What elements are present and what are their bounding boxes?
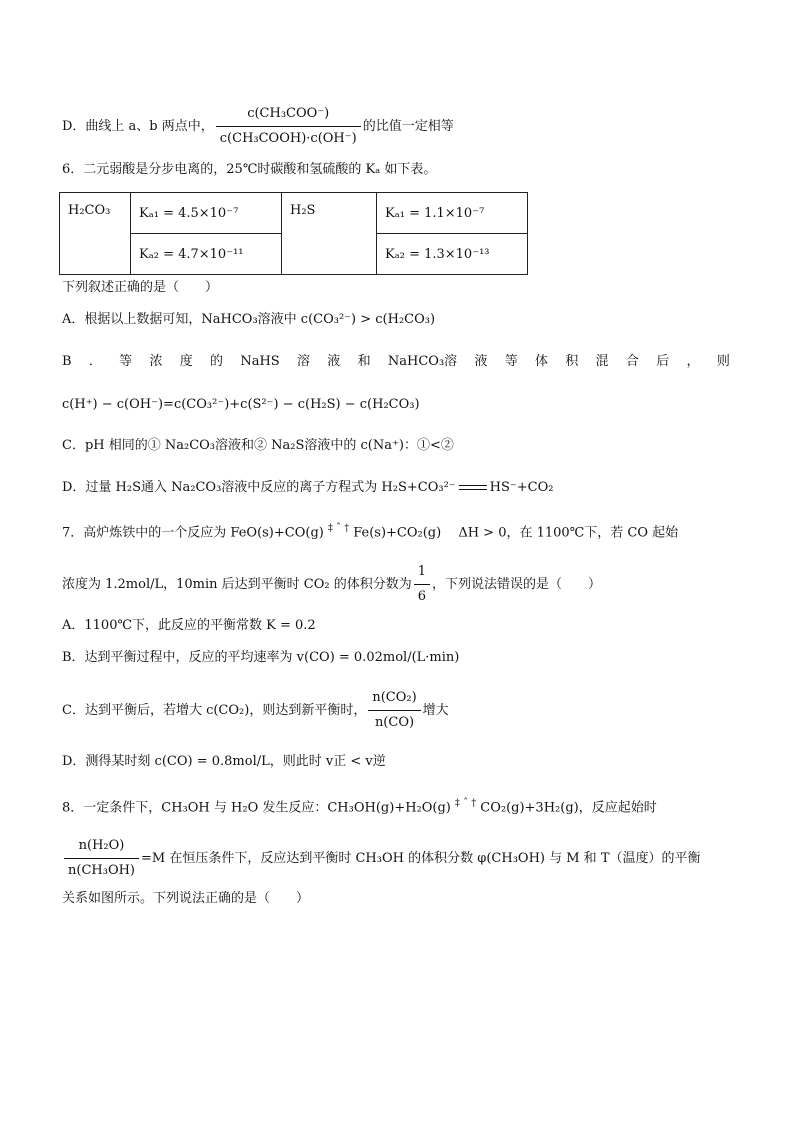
reversible-arrow-icon: ‡ ˆ † (454, 798, 477, 809)
q6-b-word: NaHCO₃溶 (387, 354, 458, 369)
q5-fraction-denominator: c(CH₃COOH)·c(OH⁻) (219, 131, 357, 146)
q7-c-numerator: n(CO₂) (368, 688, 420, 711)
q6-b-word: 混 (595, 354, 609, 369)
q7-stem-prefix: 7．高炉炼铁中的一个反应为 FeO(s)+CO(g) (62, 525, 324, 541)
acid1-name: H₂CO₃ (60, 193, 131, 275)
acid1-ka2: Kₐ₂ = 4.7×10⁻¹¹ (131, 234, 282, 275)
q8-stem-line2 (62, 836, 701, 881)
q6-b-word: 后 (656, 354, 670, 369)
q7-stem-middle: Fe(s)+CO₂(g) ΔH > 0，在 1100℃下，若 CO 起始 (353, 525, 679, 541)
q8-stem-prefix: 8．一定条件下，CH₃OH 与 H₂O 发生反应：CH₃OH(g)+H₂O(g) (62, 800, 451, 816)
q6-b-word: 和 (357, 354, 371, 369)
ka-table (59, 192, 528, 275)
q8-stem2-text: =M 在恒压条件下，反应达到平衡时 CH₃OH 的体积分数 φ(CH₃OH) 与 M 和 T（温度）的平衡 (141, 851, 701, 866)
q6-b-word: ， (686, 354, 700, 369)
q7-fraction-denominator: 6 (417, 589, 427, 604)
q6-b-word: 液 (327, 354, 341, 369)
q7-option-a: A．1100℃下，此反应的平衡常数 K = 0.2 (62, 618, 316, 633)
acid1-ka1: Kₐ₁ = 4.5×10⁻⁷ (131, 193, 282, 234)
q8-stem-line1 (62, 794, 657, 818)
q8-stem-line3: 关系如图所示。下列说法正确的是（ ） (62, 891, 310, 906)
q7-option-c-prefix: C．达到平衡后，若增大 c(CO₂)，则达到新平衡时， (62, 703, 367, 718)
equals-arrow-icon (459, 485, 487, 490)
q6-b-word: 浓 (149, 354, 163, 369)
reversible-arrow-icon: ‡ ˆ † (327, 523, 350, 534)
q6-option-d-suffix: HS⁻+CO₂ (489, 480, 554, 495)
q5-fraction-numerator: c(CH₃COO⁻) (216, 104, 361, 127)
acid2-name: H₂S (282, 193, 377, 275)
q7-stem-line1 (62, 519, 678, 543)
q6-option-b-equation: c(H⁺) − c(OH⁻)=c(CO₃²⁻)+c(S²⁻) − c(H₂S) − c(H₂CO₃) (62, 397, 420, 412)
q6-b-word: ． (88, 354, 102, 369)
q8-ratio-fraction (64, 836, 139, 881)
q6-b-word: 积 (565, 354, 579, 369)
q8-stem-suffix: CO₂(g)+3H₂(g)，反应起始时 (480, 800, 657, 816)
q5-option-d-suffix: 的比值一定相等 (362, 119, 454, 134)
q6-option-c: C．pH 相同的① Na₂CO₃溶液和② Na₂S溶液中的 c(Na⁺)：①<② (62, 438, 454, 453)
q7-volume-fraction (414, 562, 430, 607)
q8-fraction-numerator: n(H₂O) (64, 836, 139, 859)
q6-b-word: 体 (535, 354, 549, 369)
q6-b-word: 等 (504, 354, 518, 369)
q6-b-word: 等 (119, 354, 133, 369)
q6-b-word: NaHS (240, 354, 280, 369)
acid2-ka2: Kₐ₂ = 1.3×10⁻¹³ (377, 234, 528, 275)
q6-b-word: 溶 (296, 354, 310, 369)
q6-option-d-prefix: D．过量 H₂S通入 Na₂CO₃溶液中反应的离子方程式为 H₂S+CO₃²⁻ (62, 480, 456, 495)
q6-b-word: 的 (210, 354, 224, 369)
q5-option-d-prefix: D．曲线上 a、b 两点中， (62, 119, 214, 134)
q7-option-d: D．测得某时刻 c(CO) = 0.8mol/L，则此时 v正 < v逆 (62, 754, 386, 769)
q7-fraction-numerator: 1 (414, 562, 430, 585)
q6-option-a: A．根据以上数据可知，NaHCO₃溶液中 c(CO₃²⁻) > c(H₂CO₃) (62, 312, 436, 327)
q7-option-c (62, 688, 449, 733)
q8-fraction-denominator: n(CH₃OH) (68, 863, 136, 878)
q7-stem2-prefix: 浓度为 1.2mol/L，10min 后达到平衡时 CO₂ 的体积分数为 (62, 577, 412, 592)
q7-stem-line2 (62, 562, 601, 607)
q6-option-b-line1 (62, 352, 730, 372)
q7-option-b: B．达到平衡过程中，反应的平均速率为 v(CO) = 0.02mol/(L·min) (62, 650, 460, 665)
q6-option-d (62, 478, 554, 498)
q5-option-d-fraction (216, 104, 361, 149)
q6-b-word: 合 (625, 354, 639, 369)
q7-option-c-fraction (368, 688, 420, 733)
q5-option-d (62, 104, 454, 149)
q7-stem2-suffix: ，下列说法错误的是（ ） (432, 577, 602, 592)
q6-b-word: 则 (716, 354, 730, 369)
q6-question: 下列叙述正确的是（ ） (62, 280, 219, 295)
q6-b-word: B (62, 354, 72, 369)
q7-c-denominator: n(CO) (374, 715, 415, 730)
q6-stem: 6．二元弱酸是分步电离的，25℃时碳酸和氢硫酸的 Kₐ 如下表。 (62, 162, 437, 177)
acid2-ka1: Kₐ₁ = 1.1×10⁻⁷ (377, 193, 528, 234)
q6-b-word: 度 (179, 354, 193, 369)
q7-option-c-suffix: 增大 (422, 703, 449, 718)
q6-b-word: 液 (474, 354, 488, 369)
